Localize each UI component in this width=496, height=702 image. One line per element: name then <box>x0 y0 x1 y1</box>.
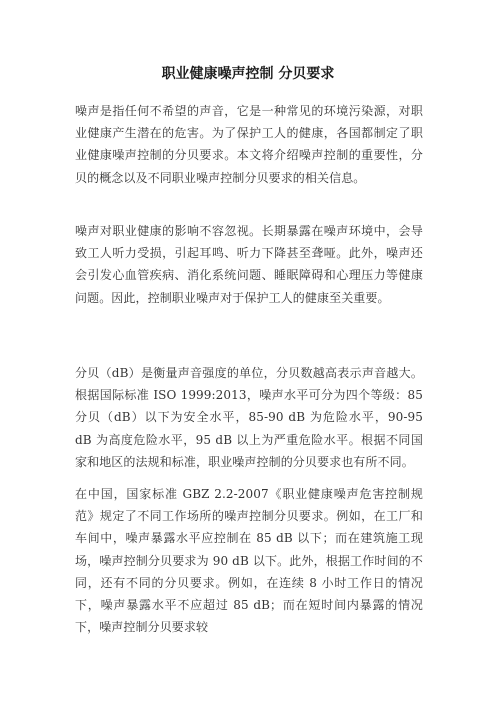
paragraph-china-standard: 在中国，国家标准 GBZ 2.2-2007《职业健康噪声危害控制规范》规定了不同工作场所的噪声控制分贝要求。例如，在工厂和车间中，噪声暴露水平应控制在 85 dB 以下；而在建筑施工现场，噪声控制分贝要求为 90 dB 以下。此外，根据工作时间的不同，还有不同的分贝要求。例如，在连续 8 小时工作日的情况下，噪声暴露水平不应超过 85 dB；而在短时间内暴露的情况下，噪声控制分贝要求较 <box>75 487 423 635</box>
document-title: 职业健康噪声控制 分贝要求 <box>161 66 335 82</box>
paragraph-decibel-levels: 分贝（dB）是衡量声音强度的单位，分贝数越高表示声音越大。根据国际标准 ISO 1999:2013，噪声水平可分为四个等级：85 分贝（dB）以下为安全水平，85-90 dB 为危险水平，90-95 dB 为高度危险水平，95 dB 以上为严重危险水平。根据不同国家和地区的法规和标准，职业噪声控制的分贝要求也有所不同。 <box>75 366 423 469</box>
paragraph-health-impact: 噪声对职业健康的影响不容忽视。长期暴露在噪声环境中，会导致工人听力受损，引起耳鸣、听力下降甚至聋哑。此外，噪声还会引发心血管疾病、消化系统问题、睡眠障碍和心理压力等健康问题。因此，控制职业噪声对于保护工人的健康至关重要。 <box>75 224 423 305</box>
paragraph-noise-definition: 噪声是指任何不希望的声音，它是一种常见的环境污染源，对职业健康产生潜在的危害。为了保护工人的健康，各国都制定了职业健康噪声控制的分贝要求。本文将介绍噪声控制的重要性，分贝的概念以及不同职业噪声控制分贝要求的相关信息。 <box>75 104 423 185</box>
